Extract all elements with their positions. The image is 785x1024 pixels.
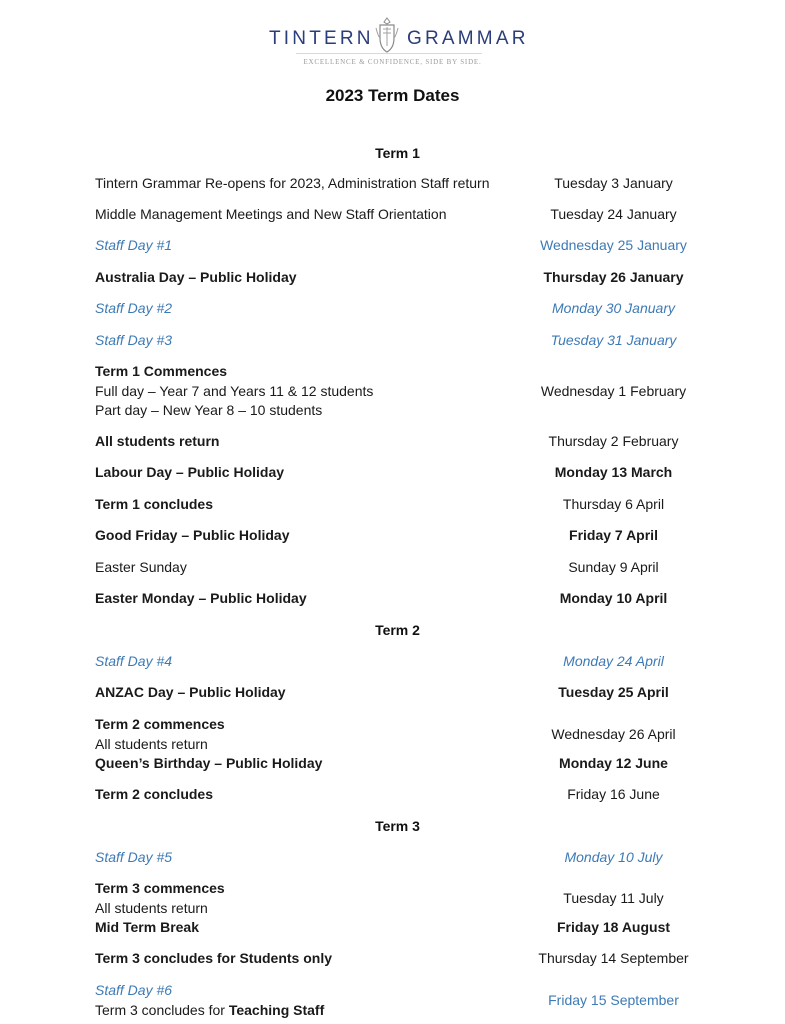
event-label: Australia Day – Public Holiday bbox=[95, 269, 297, 285]
event-label: Term 1 concludes bbox=[95, 496, 214, 512]
term-1-heading: Term 1 bbox=[375, 145, 420, 161]
event-label: Staff Day #5 bbox=[95, 849, 173, 865]
event-date: Thursday 26 January bbox=[543, 269, 684, 285]
event-label: Term 3 concludes for Students only bbox=[95, 950, 333, 966]
event-label: Staff Day #3 bbox=[95, 332, 173, 348]
event-date: Monday 13 March bbox=[554, 464, 673, 480]
event-date: Monday 10 July bbox=[564, 849, 663, 865]
event-label: Labour Day – Public Holiday bbox=[95, 464, 285, 480]
event-label: Queen’s Birthday – Public Holiday bbox=[95, 755, 323, 771]
event-label: Staff Day #1 bbox=[95, 237, 173, 253]
event-date: Friday 18 August bbox=[556, 919, 671, 935]
event-date: Monday 24 April bbox=[563, 653, 664, 669]
tagline-divider bbox=[296, 53, 482, 54]
term-3-heading: Term 3 bbox=[375, 818, 420, 834]
event-label: Tintern Grammar Re-opens for 2023, Administration Staff return bbox=[95, 175, 490, 191]
logo-text-right: GRAMMAR bbox=[407, 28, 529, 49]
event-date: Thursday 2 February bbox=[548, 433, 679, 449]
event-label: Staff Day #2 bbox=[95, 300, 173, 316]
event-label: Staff Day #6 bbox=[95, 982, 173, 998]
event-date: Tuesday 24 January bbox=[550, 206, 677, 222]
event-date: Tuesday 3 January bbox=[554, 175, 673, 191]
event-detail-prefix: Term 3 concludes for bbox=[95, 1001, 229, 1018]
event-date: Tuesday 11 July bbox=[563, 890, 664, 906]
event-date: Tuesday 25 April bbox=[558, 684, 669, 700]
logo-text-left: TINTERN bbox=[269, 28, 374, 49]
school-logo bbox=[0, 14, 785, 54]
event-date: Tuesday 31 January bbox=[550, 332, 677, 348]
event-date: Sunday 9 April bbox=[568, 559, 659, 575]
event-detail-emphasis: Teaching Staff bbox=[228, 1001, 325, 1018]
event-label: Term 2 commences bbox=[95, 716, 225, 732]
event-label: Easter Monday – Public Holiday bbox=[95, 590, 307, 606]
event-detail: Part day – New Year 8 – 10 students bbox=[95, 402, 323, 418]
event-date: Friday 15 September bbox=[548, 992, 679, 1008]
event-detail: Full day – Year 7 and Years 11 & 12 students bbox=[95, 382, 374, 399]
event-date: Friday 16 June bbox=[567, 786, 660, 802]
event-detail: All students return bbox=[95, 735, 208, 752]
event-date: Wednesday 25 January bbox=[540, 237, 687, 253]
event-date: Monday 30 January bbox=[552, 300, 675, 316]
event-label: Middle Management Meetings and New Staff Orientation bbox=[95, 206, 447, 222]
term-2-heading: Term 2 bbox=[375, 622, 420, 638]
event-label: Easter Sunday bbox=[95, 559, 187, 575]
event-label: ANZAC Day – Public Holiday bbox=[95, 684, 286, 700]
event-detail: All students return bbox=[95, 899, 208, 916]
event-date: Monday 10 April bbox=[559, 590, 668, 606]
event-label: All students return bbox=[95, 433, 220, 449]
event-date: Monday 12 June bbox=[559, 755, 668, 771]
event-label: Mid Term Break bbox=[95, 919, 199, 935]
event-date: Thursday 14 September bbox=[538, 950, 689, 966]
event-detail bbox=[95, 1001, 324, 1021]
event-date: Wednesday 26 April bbox=[551, 726, 676, 742]
event-label: Term 2 concludes bbox=[95, 786, 214, 802]
event-label: Term 1 Commences bbox=[95, 363, 228, 379]
event-label: Term 3 commences bbox=[95, 880, 225, 896]
event-date: Thursday 6 April bbox=[562, 496, 665, 512]
school-tagline: EXCELLENCE & CONFIDENCE, SIDE BY SIDE. bbox=[303, 58, 482, 66]
event-date: Wednesday 1 February bbox=[540, 383, 687, 399]
event-date: Friday 7 April bbox=[569, 527, 658, 543]
crest-icon bbox=[373, 16, 401, 54]
event-label: Good Friday – Public Holiday bbox=[95, 527, 290, 543]
page-title: 2023 Term Dates bbox=[325, 86, 460, 105]
event-label: Staff Day #4 bbox=[95, 653, 173, 669]
